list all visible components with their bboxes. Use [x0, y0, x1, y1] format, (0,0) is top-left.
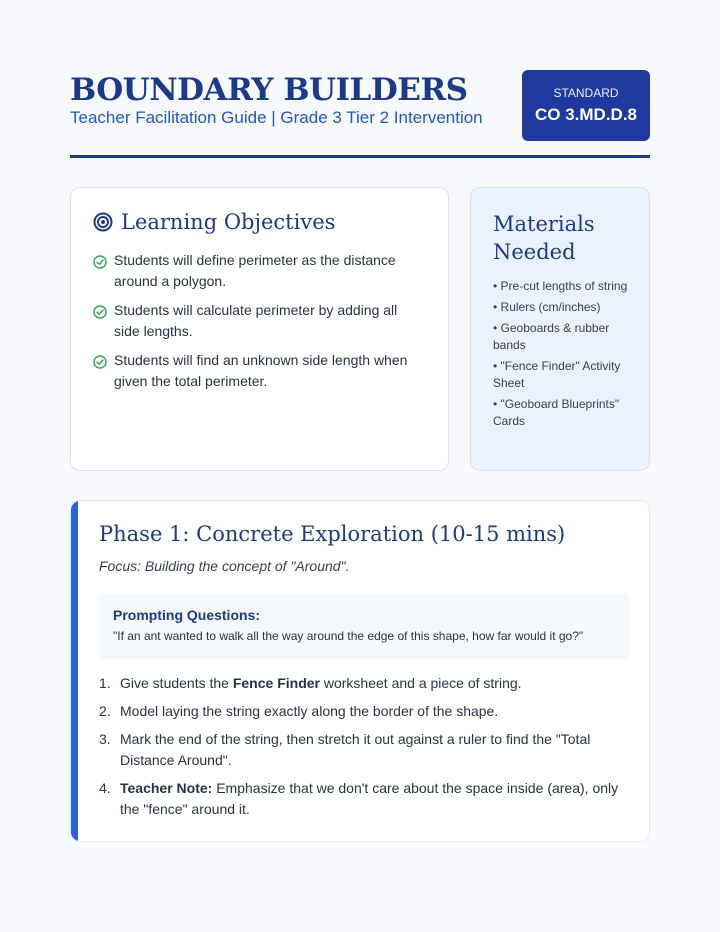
- objective-item: [93, 350, 423, 392]
- standard-code: CO 3.MD.D.8: [534, 105, 638, 124]
- material-item: • Geoboards & rubber bands: [493, 321, 610, 352]
- materials-heading: Materials Needed: [493, 212, 595, 264]
- objective-item: [93, 300, 423, 342]
- page-subtitle: Teacher Facilitation Guide | Grade 3 Tier 2 Intervention: [70, 108, 483, 127]
- objective-item: [93, 250, 423, 292]
- step-number: 2.: [99, 703, 111, 719]
- page-header: [70, 70, 650, 160]
- phase-card: [70, 500, 650, 842]
- prompting-questions-label: Prompting Questions:: [113, 607, 260, 623]
- materials-card: [470, 187, 650, 471]
- material-item: • "Fence Finder" Activity Sheet: [493, 359, 621, 390]
- page-title: BOUNDARY BUILDERS: [70, 72, 468, 108]
- objectives-heading-text: Learning Objectives: [121, 210, 336, 234]
- objective-text: Students will calculate perimeter by adding all side lengths.: [114, 302, 398, 339]
- objectives-heading: [93, 210, 335, 234]
- phase-accent-bar: [71, 501, 78, 841]
- step-text: Mark the end of the string, then stretch it out against a ruler to find the "Total Distance Around".: [120, 731, 591, 768]
- header-divider: [70, 155, 650, 158]
- objective-text: Students will find an unknown side length when given the total perimeter.: [114, 352, 408, 389]
- step-number: 4.: [99, 780, 111, 796]
- standard-badge: [522, 70, 650, 141]
- step-item: [99, 673, 629, 694]
- check-circle-icon: [93, 255, 107, 269]
- step-text: Give students the Fence Finder worksheet and a piece of string.: [120, 675, 522, 691]
- check-circle-icon: [93, 305, 107, 319]
- material-item: • Rulers (cm/inches): [493, 300, 601, 314]
- step-item: [99, 729, 629, 771]
- phase-title: Phase 1: Concrete Exploration (10-15 mins): [99, 522, 566, 546]
- prompting-question-text: "If an ant wanted to walk all the way around the edge of this shape, how far would it go?": [113, 629, 584, 643]
- steps-list: [99, 673, 629, 827]
- standard-label: STANDARD: [553, 86, 619, 100]
- step-text: Model laying the string exactly along the border of the shape.: [120, 703, 499, 719]
- step-number: 1.: [99, 675, 111, 691]
- step-number: 3.: [99, 731, 111, 747]
- objectives-list: [93, 250, 423, 400]
- learning-objectives-card: [70, 187, 449, 471]
- check-circle-icon: [93, 355, 107, 369]
- prompting-questions-box: [99, 593, 629, 659]
- material-item: • "Geoboard Blueprints" Cards: [493, 397, 620, 428]
- step-text: Teacher Note: Emphasize that we don't care about the space inside (area), only the "fence" around it.: [120, 780, 619, 817]
- materials-list: [493, 278, 633, 434]
- step-item: [99, 778, 629, 820]
- objective-text: Students will define perimeter as the distance around a polygon.: [114, 252, 396, 289]
- phase-focus: Focus: Building the concept of "Around".: [99, 558, 350, 574]
- material-item: • Pre-cut lengths of string: [493, 279, 628, 293]
- target-icon: [93, 212, 113, 232]
- step-item: [99, 701, 629, 722]
